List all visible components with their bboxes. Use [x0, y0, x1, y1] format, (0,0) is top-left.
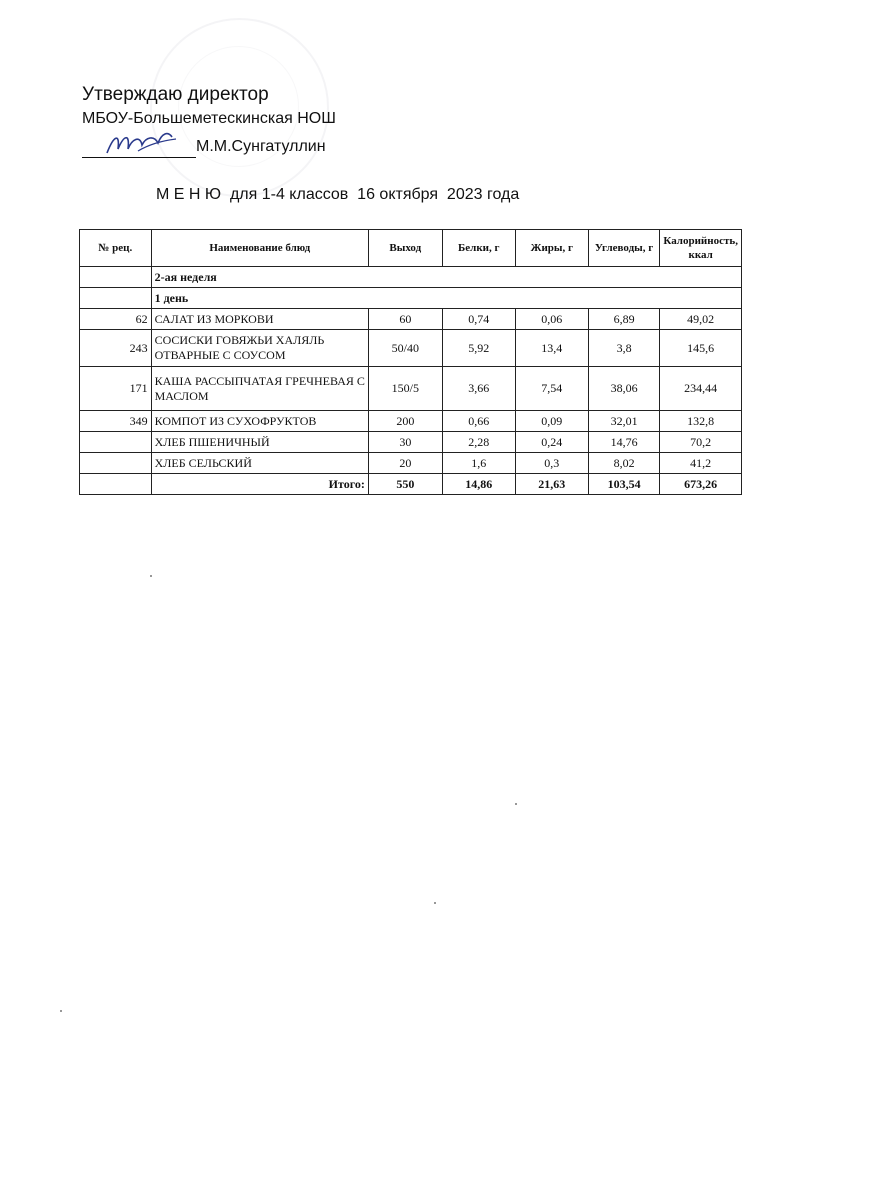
fat: 0,3: [515, 453, 588, 474]
signature-icon: [102, 127, 182, 159]
protein: 1,6: [442, 453, 515, 474]
carbs: 8,02: [588, 453, 660, 474]
scan-speck: [515, 803, 517, 805]
kcal: 145,6: [660, 330, 742, 367]
signature-line: [82, 136, 336, 158]
col-header-output: Выход: [368, 230, 442, 267]
col-header-protein: Белки, г: [442, 230, 515, 267]
total-kcal: 673,26: [660, 474, 742, 495]
approval-line-1: Утверждаю директор: [82, 84, 269, 105]
recipe-number: 243: [80, 330, 152, 367]
table-row: [80, 309, 742, 330]
kcal: 49,02: [660, 309, 742, 330]
kcal: 234,44: [660, 367, 742, 411]
menu-table: [79, 229, 742, 495]
total-label: Итого:: [151, 474, 368, 495]
total-fat: 21,63: [515, 474, 588, 495]
col-header-kcal: Калорийность, ккал: [660, 230, 742, 267]
table-row: [80, 432, 742, 453]
total-carbs: 103,54: [588, 474, 660, 495]
col-header-carbs: Углеводы, г: [588, 230, 660, 267]
approval-line-2: МБОУ-Большеметескинская НОШ: [82, 110, 336, 127]
dish-name: САЛАТ ИЗ МОРКОВИ: [151, 309, 368, 330]
table-row: [80, 453, 742, 474]
protein: 2,28: [442, 432, 515, 453]
week-label: 2-ая неделя: [151, 267, 741, 288]
kcal: 41,2: [660, 453, 742, 474]
day-row: [80, 288, 742, 309]
output: 30: [368, 432, 442, 453]
carbs: 32,01: [588, 411, 660, 432]
approval-block: [82, 84, 336, 158]
recipe-number: 349: [80, 411, 152, 432]
protein: 0,74: [442, 309, 515, 330]
day-label: 1 день: [151, 288, 741, 309]
table-row: [80, 367, 742, 411]
carbs: 14,76: [588, 432, 660, 453]
fat: 0,24: [515, 432, 588, 453]
director-name: М.М.Сунгатуллин: [196, 138, 326, 155]
table-row: [80, 411, 742, 432]
fat: 13,4: [515, 330, 588, 367]
dish-name: ХЛЕБ СЕЛЬСКИЙ: [151, 453, 368, 474]
table-header: [80, 230, 742, 267]
carbs: 6,89: [588, 309, 660, 330]
recipe-number: [80, 453, 152, 474]
output: 150/5: [368, 367, 442, 411]
fat: 7,54: [515, 367, 588, 411]
scan-speck: [150, 575, 152, 577]
dish-name: КОМПОТ ИЗ СУХОФРУКТОВ: [151, 411, 368, 432]
recipe-number: [80, 432, 152, 453]
recipe-number: 62: [80, 309, 152, 330]
col-header-recipe: № рец.: [80, 230, 152, 267]
total-protein: 14,86: [442, 474, 515, 495]
scan-speck: [434, 902, 436, 904]
col-header-dish: Наименование блюд: [151, 230, 368, 267]
output: 200: [368, 411, 442, 432]
signature: [82, 137, 196, 158]
total-output: 550: [368, 474, 442, 495]
kcal: 70,2: [660, 432, 742, 453]
protein: 0,66: [442, 411, 515, 432]
protein: 5,92: [442, 330, 515, 367]
output: 20: [368, 453, 442, 474]
fat: 0,06: [515, 309, 588, 330]
scan-speck: [60, 1010, 62, 1012]
week-row: [80, 267, 742, 288]
fat: 0,09: [515, 411, 588, 432]
table-row: [80, 330, 742, 367]
dish-name: СОСИСКИ ГОВЯЖЬИ ХАЛЯЛЬ ОТВАРНЫЕ С СОУСОМ: [151, 330, 368, 367]
dish-name: КАША РАССЫПЧАТАЯ ГРЕЧНЕВАЯ С МАСЛОМ: [151, 367, 368, 411]
output: 60: [368, 309, 442, 330]
menu-title: М Е Н Ю для 1-4 классов 16 октября 2023 года: [156, 186, 520, 203]
carbs: 38,06: [588, 367, 660, 411]
kcal: 132,8: [660, 411, 742, 432]
recipe-number: 171: [80, 367, 152, 411]
total-row: [80, 474, 742, 495]
col-header-fat: Жиры, г: [515, 230, 588, 267]
protein: 3,66: [442, 367, 515, 411]
output: 50/40: [368, 330, 442, 367]
carbs: 3,8: [588, 330, 660, 367]
dish-name: ХЛЕБ ПШЕНИЧНЫЙ: [151, 432, 368, 453]
